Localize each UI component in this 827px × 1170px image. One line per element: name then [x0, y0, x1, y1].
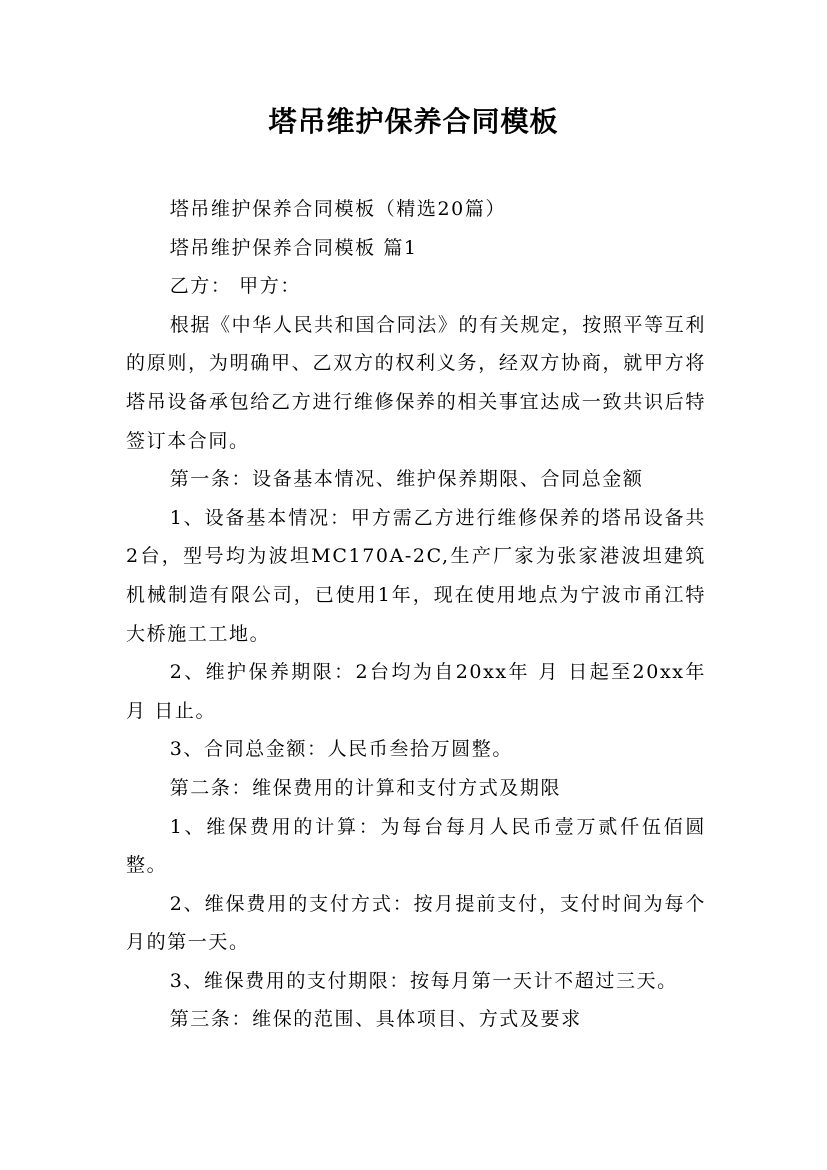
parties-line: 乙方： 甲方： [169, 275, 301, 298]
clause-paragraph: 1、设备基本情况：甲方需乙方进行维修保养的塔吊设备共2台，型号均为波坦MC170A-2C,生产厂家为张家港波坦建筑机械制造有限公司，已使用1年，现在使用地点为宁波市甬江特大桥施工工地。 [126, 506, 706, 645]
article-heading: 第三条：维保的范围、具体项目、方式及要求 [169, 1008, 582, 1031]
document-body [126, 190, 706, 1039]
subtitle-paragraph: 塔吊维护保养合同模板（精选20篇） [169, 198, 507, 220]
clause-paragraph: 2、维护保养期限：2台均为自20xx年 月 日起至20xx年 月 日止。 [126, 661, 706, 722]
clause-paragraph: 3、合同总金额：人民币叁拾万圆整。 [169, 738, 513, 761]
section-heading: 塔吊维护保养合同模板 篇1 [169, 236, 418, 259]
preamble-paragraph: 根据《中华人民共和国合同法》的有关规定，按照平等互利的原则，为明确甲、乙双方的权利义务，经双方协商，就甲方将塔吊设备承包给乙方进行维修保养的相关事宜达成一致共识后特签订本合同。 [126, 313, 706, 452]
document-title: 塔吊维护保养合同模板 [268, 105, 559, 138]
article-heading: 第一条：设备基本情况、维护保养期限、合同总金额 [169, 468, 644, 491]
clause-paragraph: 2、维保费用的支付方式：按月提前支付，支付时间为每个月的第一天。 [126, 892, 706, 954]
clause-paragraph: 3、维保费用的支付期限：按每月第一天计不超过三天。 [169, 969, 678, 992]
clause-paragraph: 1、维保费用的计算：为每台每月人民币壹万贰仟伍佰圆整。 [126, 815, 706, 877]
article-heading: 第二条：维保费用的计算和支付方式及期限 [169, 776, 562, 799]
